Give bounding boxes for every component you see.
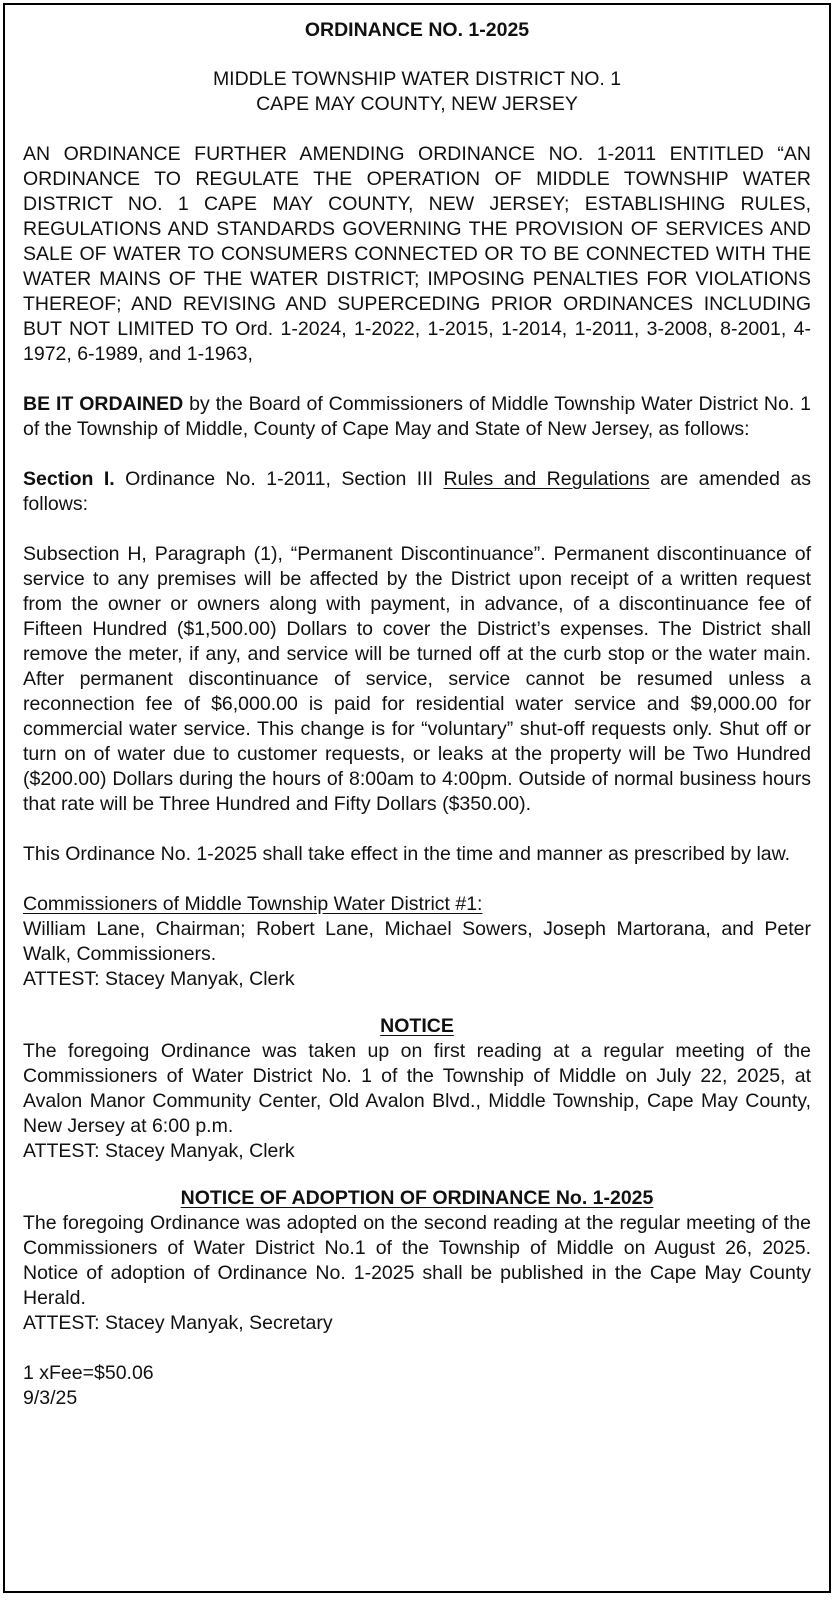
preamble: AN ORDINANCE FURTHER AMENDING ORDINANCE NO. 1-2011 ENTITLED “AN ORDINANCE TO REGULATE THE OPERATION OF MIDDLE TOWNSHIP WATER DISTRICT NO. 1 CAPE MAY COUNTY, NEW JERSEY; ESTABLISHING RULES, REGULATIONS AND STANDARDS GOVERNING THE PROVISION OF SERVICES AND SALE OF WATER TO CONSUMERS CONNECTED OR TO BE CONNECTED WITH THE WATER MAINS OF THE WATER DISTRICT; IMPOSING PENALTIES FOR VIOLATIONS THEREOF; AND REVISING AND SUPERCEDING PRIOR ORDINANCES INCLUDING BUT NOT LIMITED TO Ord. 1-2024, 1-2022, 1-2015, 1-2014, 1-2011, 3-2008, 8-2001, 4-1972, 6-1989, and 1-1963,: [23, 143, 811, 365]
subsection-paragraph: Subsection H, Paragraph (1), “Permanent Discontinuance”. Permanent discontinuance of service to any premises will be affected by the District upon receipt of a written request from the owner or owners along with payment, in advance, of a discontinuance fee of Fifteen Hundred ($1,500.00) Dollars to cover the District’s expenses. The District shall remove the meter, if any, and service will be turned off at the curb stop or the water main. After permanent discontinuance of service, service cannot be resumed unless a reconnection fee of $6,000.00 is paid for residential water service and $9,000.00 for commercial water service. This change is for “voluntary” shut-off requests only. Shut off or turn on of water due to customer requests, or leaks at the property will be Two Hundred ($200.00) Dollars during the hours of 8:00am to 4:00pm. Outside of normal business hours that rate will be Three Hundred and Fifty Dollars ($350.00).: [23, 543, 811, 815]
fee-line: 1 xFee=$50.06: [23, 1362, 154, 1384]
section-lead: Section I.: [23, 468, 115, 490]
ordained-text: by the Board of Commissioners of Middle Township Water District No. 1 of the Township of Middle, County of Cape May and State of New Jersey, as follows:: [23, 393, 811, 440]
commissioners-heading: Commissioners of Middle Township Water District #1:: [23, 893, 483, 915]
notice-attest: ATTEST: Stacey Manyak, Clerk: [23, 1140, 295, 1162]
ordained-lead: BE IT ORDAINED: [23, 393, 184, 415]
commissioners-block: [23, 892, 811, 992]
ordinance-title: ORDINANCE NO. 1-2025: [304, 19, 530, 41]
effect-paragraph: This Ordinance No. 1-2025 shall take effect in the time and manner as prescribed by law.: [23, 843, 791, 865]
commissioners-names: William Lane, Chairman; Robert Lane, Michael Sowers, Joseph Martorana, and Peter Walk, Commissioners.: [23, 918, 811, 965]
adoption-text: The foregoing Ordinance was adopted on the second reading at the regular meeting of the Commissioners of Water District No.1 of the Township of Middle on August 26, 2025. Notice of adoption of Ordinance No. 1-2025 shall be published in the Cape May County Herald.: [23, 1212, 811, 1309]
adoption-heading: NOTICE OF ADOPTION OF ORDINANCE No. 1-2025: [180, 1187, 654, 1209]
district-line-2: CAPE MAY COUNTY, NEW JERSEY: [256, 93, 578, 115]
section-paragraph: [23, 467, 811, 517]
district-line-1: MIDDLE TOWNSHIP WATER DISTRICT NO. 1: [212, 68, 622, 90]
notice-heading: NOTICE: [380, 1015, 454, 1037]
date-line: 9/3/25: [23, 1387, 78, 1409]
notice-text: The foregoing Ordinance was taken up on first reading at a regular meeting of the Commissioners of Water District No. 1 of the Township of Middle on July 22, 2025, at Avalon Manor Community Center, Old Avalon Blvd., Middle Township, Cape May County, New Jersey at 6:00 p.m.: [23, 1040, 811, 1137]
section-text-after: are amended as follows:: [23, 468, 811, 515]
section-rules-link: Rules and Regulations: [443, 468, 650, 490]
legal-notice: [3, 3, 831, 1593]
ordained-paragraph: [23, 392, 811, 442]
adoption-attest: ATTEST: Stacey Manyak, Secretary: [23, 1312, 333, 1334]
district-name: [23, 67, 811, 117]
commissioners-attest: ATTEST: Stacey Manyak, Clerk: [23, 968, 295, 990]
section-text-before: Ordinance No. 1-2011, Section III: [114, 468, 444, 490]
footer: [23, 1361, 811, 1411]
